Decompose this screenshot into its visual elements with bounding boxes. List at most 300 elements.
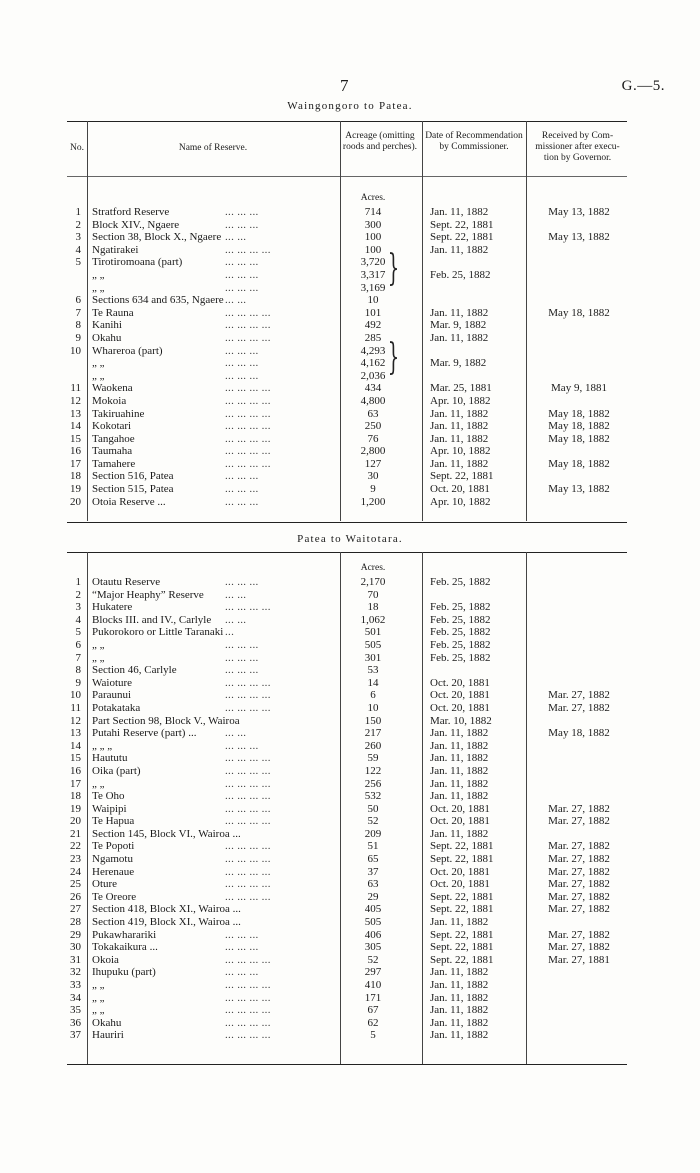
row-number: 33 <box>70 979 81 991</box>
row-number: 19 <box>70 802 81 815</box>
recommendation-date: Jan. 11, 1882 <box>430 331 489 344</box>
acreage-value: 30 <box>367 470 379 483</box>
table-row <box>67 496 627 509</box>
leader-dots: ... ... ... <box>225 483 259 496</box>
recommendation-date: Sept. 22, 1881 <box>430 218 494 231</box>
table-row <box>67 815 627 828</box>
row-number: 36 <box>70 1016 81 1029</box>
acres-unit-label: Acres. <box>360 193 386 203</box>
row-number: 27 <box>70 903 81 916</box>
acreage-value: 1,062 <box>360 613 386 626</box>
reserve-name: Hauriri <box>92 1029 124 1042</box>
reserve-name: Takiruahine <box>92 407 145 420</box>
recommendation-date: Jan. 11, 1882 <box>430 739 489 752</box>
acres-unit-label: Acres. <box>360 563 386 573</box>
reserve-name: Waioture <box>92 676 133 689</box>
row-number: 19 <box>70 483 81 496</box>
recommendation-date: Jan. 11, 1882 <box>430 457 489 470</box>
leader-dots: ... ... ... <box>225 941 259 954</box>
received-date: May 13, 1882 <box>548 483 610 496</box>
reserve-name: Te Hapua <box>92 815 135 828</box>
reserve-name: „ „ <box>92 1004 105 1017</box>
table-row <box>67 483 627 496</box>
reserve-name: „ „ <box>92 281 105 294</box>
table-row <box>67 601 627 614</box>
leader-dots: ... ... ... ... <box>225 752 271 765</box>
received-date: May 18, 1882 <box>548 457 610 470</box>
reserve-name: Haututu <box>92 752 128 765</box>
column-header-name: Name of Reserve. <box>178 143 248 153</box>
recommendation-date: Apr. 10, 1882 <box>430 394 491 407</box>
row-number: 15 <box>70 432 81 445</box>
reserve-name: Te Rauna <box>92 306 134 319</box>
reserve-name: „ „ <box>92 268 105 281</box>
table-row <box>67 382 627 395</box>
recommendation-date: Sept. 22, 1881 <box>430 890 494 903</box>
reserve-name: Oika (part) <box>92 764 141 777</box>
acreage-value: 305 <box>364 941 382 954</box>
reserve-name: Kokotari <box>92 420 132 433</box>
recommendation-date: Jan. 11, 1882 <box>430 243 489 256</box>
leader-dots: ... ... ... ... <box>225 407 271 420</box>
row-number: 1 <box>75 576 81 588</box>
reserve-name: Pukawharariki <box>92 928 157 941</box>
row-number: 13 <box>70 407 81 420</box>
acreage-value: 9 <box>370 483 376 496</box>
leader-dots: ... ... ... ... <box>225 432 271 445</box>
column-header-acreage: Acreage (omitting roods and perches). <box>342 131 418 152</box>
table-row <box>67 828 627 841</box>
page-number: 7 <box>340 76 349 95</box>
reserve-name: Section 515, Patea <box>92 483 174 496</box>
recommendation-date: Mar. 10, 1882 <box>430 714 492 727</box>
table-row <box>67 752 627 765</box>
received-date: Mar. 27, 1882 <box>548 701 610 714</box>
table-row <box>67 966 627 979</box>
table-row <box>67 395 627 408</box>
leader-dots: ... ... ... ... <box>225 601 271 614</box>
acreage-value: 5 <box>370 1029 376 1042</box>
recommendation-date: Oct. 20, 1881 <box>430 815 490 828</box>
row-number: 26 <box>70 890 81 903</box>
table-row <box>67 740 627 753</box>
received-date: May 13, 1882 <box>548 231 610 244</box>
reserve-name: Sections 634 and 635, Ngaere <box>92 294 224 307</box>
row-number: 13 <box>70 727 81 740</box>
table-top-rule <box>67 121 627 122</box>
header-bottom-rule <box>67 176 627 177</box>
row-number: 10 <box>70 689 81 702</box>
acreage-value: 18 <box>367 601 379 614</box>
reserve-name: „ „ „ <box>92 739 113 752</box>
table-row <box>67 433 627 446</box>
leader-dots: ... ... ... ... <box>225 420 271 433</box>
reserve-name: „ „ <box>92 777 105 790</box>
recommendation-date: Jan. 11, 1882 <box>430 1016 489 1029</box>
row-number: 34 <box>70 991 81 1004</box>
column-header-received: Received by Com- missioner after execu- tion by Governor. <box>535 131 620 163</box>
row-number: 12 <box>70 714 81 727</box>
section-title-waingongoro: Waingongoro to Patea. <box>287 100 413 112</box>
acreage-value: 100 <box>364 231 382 244</box>
recommendation-date: Sept. 22, 1881 <box>430 853 494 866</box>
table-row <box>67 639 627 652</box>
table-row <box>67 219 627 232</box>
reserve-name: Tokakaikura ... <box>92 941 158 954</box>
acreage-value: 2,170 <box>360 576 386 588</box>
received-date: May 18, 1882 <box>548 306 610 319</box>
acreage-value: 492 <box>364 319 382 332</box>
acreage-value: 300 <box>364 218 382 231</box>
leader-dots: ... ... ... <box>225 218 259 231</box>
row-number: 9 <box>75 676 81 689</box>
table-row <box>67 929 627 942</box>
received-date: May 18, 1882 <box>548 432 610 445</box>
acreage-value: 297 <box>364 966 382 979</box>
recommendation-date: Jan. 11, 1882 <box>430 827 489 840</box>
row-number: 25 <box>70 878 81 891</box>
acreage-value: 171 <box>364 991 382 1004</box>
row-number: 37 <box>70 1029 81 1042</box>
reserve-name: Okahu <box>92 331 122 344</box>
brace-glyph: } <box>387 248 400 289</box>
row-number: 28 <box>70 916 81 929</box>
table-row <box>67 916 627 929</box>
reserve-name: Ngamotu <box>92 853 133 866</box>
recommendation-date: Apr. 10, 1882 <box>430 495 491 508</box>
recommendation-date: Jan. 11, 1882 <box>430 752 489 765</box>
leader-dots: ... <box>225 626 235 639</box>
row-number: 29 <box>70 928 81 941</box>
row-number: 10 <box>70 344 81 357</box>
leader-dots: ... ... <box>225 588 247 601</box>
recommendation-date: Mar. 9, 1882 <box>430 319 487 332</box>
row-number: 22 <box>70 840 81 853</box>
leader-dots: ... ... ... ... <box>225 953 271 966</box>
leader-dots: ... ... ... ... <box>225 1016 271 1029</box>
table-row <box>67 979 627 992</box>
recommendation-date: Feb. 25, 1882 <box>430 601 491 614</box>
acreage-value: 410 <box>364 979 382 991</box>
acreage-value: 63 <box>367 878 379 891</box>
table-bottom-rule <box>67 1064 627 1065</box>
leader-dots: ... ... <box>225 294 247 307</box>
row-number: 17 <box>70 777 81 790</box>
recommendation-date: Sept. 22, 1881 <box>430 928 494 941</box>
table-row <box>67 458 627 471</box>
recommendation-date: Oct. 20, 1881 <box>430 701 490 714</box>
acreage-value: 256 <box>364 777 382 790</box>
acreage-value: 70 <box>367 588 379 601</box>
acreage-value: 217 <box>364 727 382 740</box>
section-title-patea: Patea to Waitotara. <box>297 533 403 545</box>
column-header-date: Date of Recommendation by Commissioner. <box>425 131 523 152</box>
recommendation-date: Jan. 11, 1882 <box>430 1029 489 1042</box>
leader-dots: ... ... ... <box>225 344 259 357</box>
reserve-name: Section 46, Carlyle <box>92 664 177 677</box>
received-date: Mar. 27, 1882 <box>548 689 610 702</box>
leader-dots: ... ... ... <box>225 664 259 677</box>
table-row <box>67 778 627 791</box>
reserve-name: Taumaha <box>92 445 133 458</box>
row-number: 17 <box>70 457 81 470</box>
table-top-rule <box>67 552 627 553</box>
row-number: 20 <box>70 495 81 508</box>
recommendation-date: Jan. 11, 1882 <box>430 966 489 979</box>
leader-dots: ... ... ... <box>225 495 259 508</box>
leader-dots: ... ... ... ... <box>225 979 271 991</box>
acreage-value: 10 <box>367 701 379 714</box>
acreage-value: 2,036 <box>360 369 386 382</box>
acreage-value: 52 <box>367 953 379 966</box>
recommendation-date: Jan. 11, 1882 <box>430 790 489 803</box>
row-number: 14 <box>70 420 81 433</box>
recommendation-date: Sept. 22, 1881 <box>430 903 494 916</box>
reserve-name: “Major Heaphy” Reserve <box>92 588 204 601</box>
reserve-name: Blocks III. and IV., Carlyle <box>92 613 212 626</box>
acreage-value: 62 <box>367 1016 379 1029</box>
reserve-name: Ihupuku (part) <box>92 966 156 979</box>
table-row <box>67 626 627 639</box>
recommendation-date: Oct. 20, 1881 <box>430 878 490 891</box>
acreage-value: 405 <box>364 903 382 916</box>
received-date: Mar. 27, 1882 <box>548 853 610 866</box>
leader-dots: ... ... ... ... <box>225 790 271 803</box>
reserves-table-patea <box>67 576 627 1042</box>
acreage-value: 150 <box>364 714 382 727</box>
acreage-value: 3,720 <box>360 256 386 269</box>
acreage-value: 76 <box>367 432 379 445</box>
row-number: 6 <box>75 638 81 651</box>
table-row <box>67 727 627 740</box>
leader-dots: ... ... ... ... <box>225 243 271 256</box>
leader-dots: ... ... ... <box>225 281 259 294</box>
reserve-name: „ „ <box>92 638 105 651</box>
row-number: 30 <box>70 941 81 954</box>
recommendation-date: Sept. 22, 1881 <box>430 953 494 966</box>
row-number: 4 <box>75 613 81 626</box>
table-row <box>67 357 627 370</box>
leader-dots: ... ... ... ... <box>225 306 271 319</box>
reserve-name: Paraunui <box>92 689 132 702</box>
acreage-value: 37 <box>367 865 379 878</box>
row-number: 12 <box>70 394 81 407</box>
received-date: Mar. 27, 1882 <box>548 903 610 916</box>
row-number: 8 <box>75 664 81 677</box>
recommendation-date: Apr. 10, 1882 <box>430 445 491 458</box>
acreage-value: 29 <box>367 890 379 903</box>
leader-dots: ... ... ... ... <box>225 815 271 828</box>
recommendation-date: Jan. 11, 1882 <box>430 979 489 991</box>
reserve-name: Tangahoe <box>92 432 135 445</box>
acreage-value: 53 <box>367 664 379 677</box>
acreage-value: 4,800 <box>360 394 386 407</box>
acreage-value: 406 <box>364 928 382 941</box>
recommendation-date: Feb. 25, 1882 <box>430 576 491 588</box>
reserve-name: „ „ <box>92 991 105 1004</box>
leader-dots: ... ... ... ... <box>225 382 271 395</box>
section-end-rule <box>67 522 627 523</box>
acreage-value: 50 <box>367 802 379 815</box>
recommendation-date: Sept. 22, 1881 <box>430 941 494 954</box>
row-number: 24 <box>70 865 81 878</box>
row-number: 31 <box>70 953 81 966</box>
recommendation-date: Oct. 20, 1881 <box>430 676 490 689</box>
recommendation-date: Jan. 11, 1882 <box>430 777 489 790</box>
table-row <box>67 614 627 627</box>
table-row <box>67 1017 627 1030</box>
leader-dots: ... ... ... <box>225 739 259 752</box>
row-number: 4 <box>75 243 81 256</box>
reserve-name: Tirotiromoana (part) <box>92 256 183 269</box>
table-row <box>67 954 627 967</box>
leader-dots: ... ... ... <box>225 268 259 281</box>
recommendation-date: Mar. 25, 1881 <box>430 382 492 395</box>
table-row <box>67 702 627 715</box>
acreage-value: 285 <box>364 331 382 344</box>
leader-dots: ... ... ... ... <box>225 319 271 332</box>
leader-dots: ... ... <box>225 613 247 626</box>
recommendation-date: Jan. 11, 1882 <box>430 407 489 420</box>
recommendation-date: Mar. 9, 1882 <box>430 357 487 370</box>
table-row <box>67 332 627 345</box>
leader-dots: ... ... ... ... <box>225 853 271 866</box>
brace-glyph: } <box>387 337 400 378</box>
reserve-name: „ „ <box>92 369 105 382</box>
recommendation-date: Oct. 20, 1881 <box>430 802 490 815</box>
acreage-value: 122 <box>364 764 382 777</box>
table-row <box>67 470 627 483</box>
row-number: 3 <box>75 231 81 244</box>
reserve-name: Section 516, Patea <box>92 470 174 483</box>
reserve-name: Waokena <box>92 382 133 395</box>
recommendation-date: Jan. 11, 1882 <box>430 206 489 218</box>
reserves-table-waingongoro <box>67 206 627 508</box>
reserve-name: Okoia <box>92 953 119 966</box>
acreage-value: 250 <box>364 420 382 433</box>
leader-dots: ... ... ... <box>225 256 259 269</box>
leader-dots: ... ... ... ... <box>225 457 271 470</box>
table-row <box>67 319 627 332</box>
recommendation-date: Jan. 11, 1882 <box>430 432 489 445</box>
row-number: 18 <box>70 470 81 483</box>
document-code: G.—5. <box>621 78 665 94</box>
acreage-value: 260 <box>364 739 382 752</box>
acreage-value: 65 <box>367 853 379 866</box>
column-header-no: No. <box>70 143 84 153</box>
leader-dots: ... ... ... <box>225 206 259 218</box>
recommendation-date: Jan. 11, 1882 <box>430 306 489 319</box>
received-date: Mar. 27, 1881 <box>548 953 610 966</box>
received-date: May 18, 1882 <box>548 407 610 420</box>
reserve-name: Section 418, Block XI., Wairoa ... <box>92 903 241 916</box>
acreage-value: 59 <box>367 752 379 765</box>
acreage-value: 434 <box>364 382 382 395</box>
reserve-name: Whareroa (part) <box>92 344 163 357</box>
reserve-name: Te Popoti <box>92 840 135 853</box>
row-number: 11 <box>70 701 81 714</box>
acreage-value: 101 <box>364 306 382 319</box>
row-number: 2 <box>75 218 81 231</box>
acreage-value: 505 <box>364 638 382 651</box>
reserve-name: Oture <box>92 878 118 891</box>
recommendation-date: Feb. 25, 1882 <box>430 638 491 651</box>
leader-dots: ... ... ... <box>225 966 259 979</box>
leader-dots: ... ... ... ... <box>225 1004 271 1017</box>
leader-dots: ... ... ... ... <box>225 445 271 458</box>
acreage-value: 2,800 <box>360 445 386 458</box>
recommendation-date: Oct. 20, 1881 <box>430 483 490 496</box>
table-row <box>67 269 627 282</box>
row-number: 6 <box>75 294 81 307</box>
leader-dots: ... ... <box>225 231 247 244</box>
recommendation-date: Feb. 25, 1882 <box>430 651 491 664</box>
acreage-value: 14 <box>367 676 379 689</box>
row-number: 8 <box>75 319 81 332</box>
table-row <box>67 589 627 602</box>
reserve-name: Hukatere <box>92 601 133 614</box>
received-date: Mar. 27, 1882 <box>548 865 610 878</box>
row-number: 11 <box>70 382 81 395</box>
reserve-name: Block XIV., Ngaere <box>92 218 180 231</box>
row-number: 9 <box>75 331 81 344</box>
reserve-name: Ngatirakei <box>92 243 139 256</box>
row-number: 16 <box>70 445 81 458</box>
row-number: 1 <box>75 206 81 218</box>
leader-dots: ... ... ... ... <box>225 865 271 878</box>
table-row <box>67 282 627 295</box>
leader-dots: ... ... ... ... <box>225 890 271 903</box>
leader-dots: ... ... ... <box>225 576 259 588</box>
acreage-value: 127 <box>364 457 382 470</box>
leader-dots: ... ... ... ... <box>225 802 271 815</box>
table-row <box>67 677 627 690</box>
received-date: May 9, 1881 <box>551 382 607 395</box>
row-number: 32 <box>70 966 81 979</box>
acreage-value: 67 <box>367 1004 379 1017</box>
row-number: 15 <box>70 752 81 765</box>
table-row <box>67 420 627 433</box>
leader-dots: ... ... ... ... <box>225 777 271 790</box>
table-row <box>67 370 627 383</box>
table-row <box>67 715 627 728</box>
received-date: Mar. 27, 1882 <box>548 802 610 815</box>
reserve-name: Tamahere <box>92 457 136 470</box>
received-date: Mar. 27, 1882 <box>548 878 610 891</box>
leader-dots: ... ... ... ... <box>225 840 271 853</box>
table-row <box>67 866 627 879</box>
row-number: 2 <box>75 588 81 601</box>
acreage-value: 6 <box>370 689 376 702</box>
table-row <box>67 803 627 816</box>
recommendation-date: Sept. 22, 1881 <box>430 840 494 853</box>
table-row <box>67 231 627 244</box>
row-number: 18 <box>70 790 81 803</box>
acreage-value: 505 <box>364 916 382 929</box>
table-row <box>67 878 627 891</box>
row-number: 35 <box>70 1004 81 1017</box>
row-number: 5 <box>75 256 81 269</box>
acreage-value: 51 <box>367 840 379 853</box>
acreage-value: 501 <box>364 626 382 639</box>
received-date: Mar. 27, 1882 <box>548 815 610 828</box>
received-date: May 13, 1882 <box>548 206 610 218</box>
table-row <box>67 1004 627 1017</box>
table-row <box>67 256 627 269</box>
reserve-name: Section 38, Block X., Ngaere <box>92 231 222 244</box>
acreage-value: 714 <box>364 206 382 218</box>
table-row <box>67 576 627 589</box>
